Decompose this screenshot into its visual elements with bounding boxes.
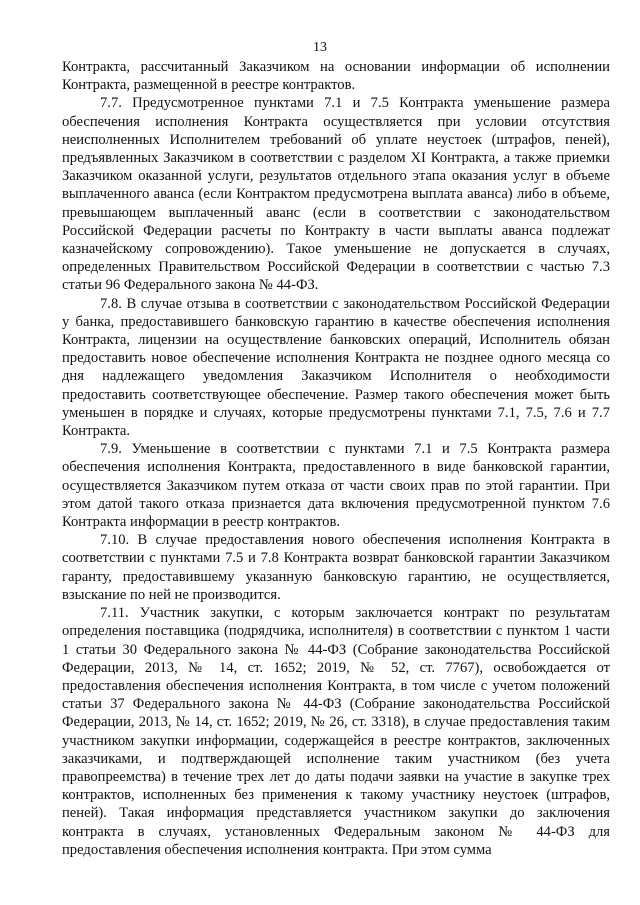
paragraph-continuation: Контракта, рассчитанный Заказчиком на основании информации об исполнении Контракта, размещенной в реестре контрактов. [62,59,610,94]
paragraph-7-10: 7.10. В случае предоставления нового обеспечения исполнения Контракта в соответствии с пунктами 7.5 и 7.8 Контракта возврат банковской гарантии Заказчиком гаранту, предоставившему указанную банковскую гарантию, не осуществляется, взыскание по ней не производится. [62,532,610,603]
page-number: 13 [313,40,327,55]
paragraph-7-11: 7.11. Участник закупки, с которым заключается контракт по результатам определения поставщика (подрядчика, исполнителя) в соответствии с пунктом 1 части 1 статьи 30 Федерального закона № 44-ФЗ (Собрание законодательства Российской Федерации, 2013, № 14, ст. 1652; 2019, № 52, ст. 7767), освобождается от предоставления обеспечения исполнения Контракта, в том числе с учетом положений статьи 37 Федерального закона № 44-ФЗ (Собрание законодательства Российской Федерации, 2013, № 14, ст. 1652; 2019, № 26, ст. 3318), в случае предоставления таким участником закупки информации, содержащейся в реестре контрактов, заключенных заказчиками, и подтверждающей исполнение таким участником (без учета правопреемства) в течение трех лет до даты подачи заявки на участие в закупке трех контрактов, исполненных без применения к такому участнику неустоек (штрафов, пеней). Такая информация представляется участником закупки до заключения контракта в случаях, установленных Федеральным законом № 44-ФЗ для предоставления обеспечения исполнения контракта. При этом сумма [62,605,610,858]
paragraph-7-7: 7.7. Предусмотренное пунктами 7.1 и 7.5 Контракта уменьшение размера обеспечения исполнения Контракта осуществляется при условии отсутствия неисполненных Исполнителем требований об уплате неустоек (штрафов, пеней), предъявленных Заказчиком в соответствии с разделом XI Контракта, а также приемки Заказчиком оказанной услуги, результатов отдельного этапа оказания услуг в объеме выплаченного аванса (если Контрактом предусмотрена выплата аванса) либо в объеме, превышающем выплаченный аванс (если в соответствии с законодательством Российской Федерации расчеты по Контракту в части выплаты аванса подлежат казначейскому сопровождению). Такое уменьшение не допускается в случаях, определенных Правительством Российской Федерации в соответствии с частью 7.3 статьи 96 Федерального закона № 44-ФЗ. [62,95,610,294]
document-body [62,58,610,859]
paragraph-7-9: 7.9. Уменьшение в соответствии с пунктами 7.1 и 7.5 Контракта размера обеспечения исполнения Контракта, предоставленного в виде банковской гарантии, осуществляется Заказчиком путем отказа от части своих прав по этой гарантии. При этом датой такого отказа признается дата включения предусмотренной пунктом 7.6 Контракта информации в реестр контрактов. [62,441,610,531]
paragraph-7-8: 7.8. В случае отзыва в соответствии с законодательством Российской Федерации у банка, предоставившего банковскую гарантию в качестве обеспечения исполнения Контракта, лицензии на осуществление банковских операций, Исполнитель обязан предоставить новое обеспечение исполнения Контракта не позднее одного месяца со дня надлежащего уведомления Заказчиком Исполнителя о необходимости предоставить соответствующее обеспечение. Размер такого обеспечения может быть уменьшен в порядке и случаях, которые предусмотрены пунктами 7.1, 7.5, 7.6 и 7.7 Контракта. [62,295,610,440]
